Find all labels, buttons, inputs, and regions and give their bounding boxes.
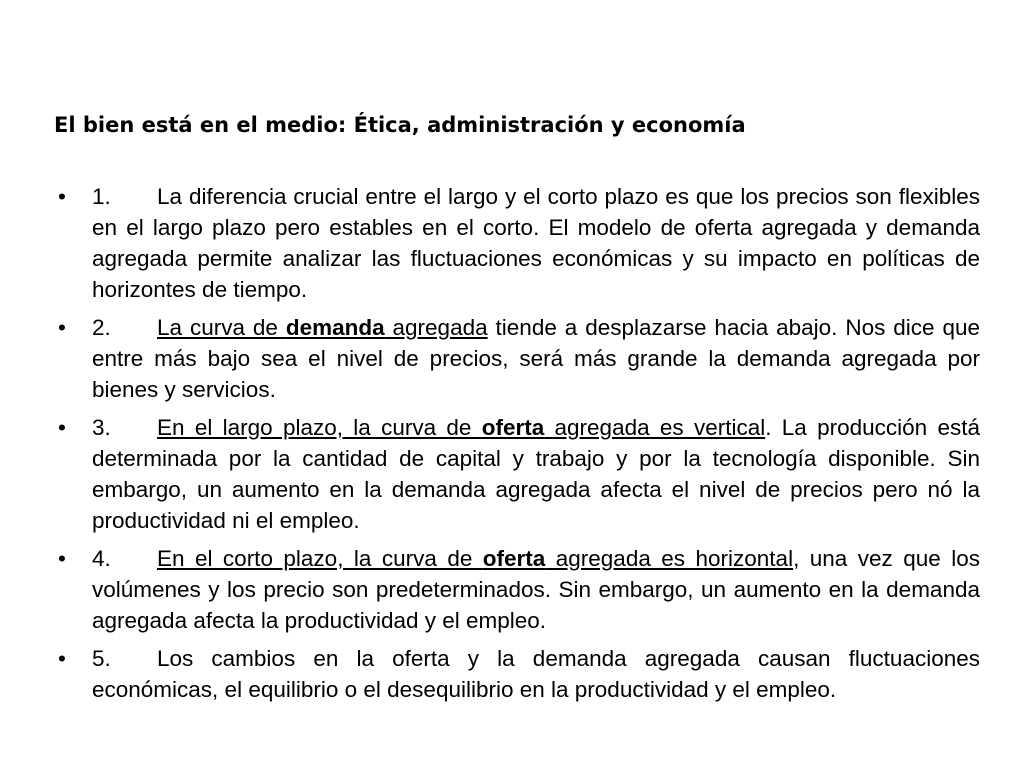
- underlined-text-start: En el corto plazo, la curva de: [157, 546, 483, 571]
- bullet-icon: •: [58, 646, 66, 671]
- list-item: [58, 181, 980, 305]
- underlined-text-end: agregada: [384, 315, 488, 340]
- item-number: 2.: [92, 315, 111, 340]
- underlined-phrase: [157, 315, 488, 340]
- bold-keyword: oferta: [482, 546, 546, 571]
- bullet-icon: •: [58, 546, 66, 571]
- underlined-text-end: agregada es vertical: [544, 415, 766, 440]
- bold-keyword: demanda: [285, 315, 385, 340]
- bold-keyword: oferta: [481, 415, 545, 440]
- bullet-list: [58, 181, 980, 712]
- item-text: , una vez que los volúmenes y los precio son predeterminados. Sin embargo, un aumento en la demanda agregada afecta la productividad y el empleo.: [92, 546, 980, 633]
- item-text: . La producción está determinada por la cantidad de capital y trabajo y por la tecnología disponible. Sin embargo, un aumento en la demanda agregada afecta el nivel de precios pero nó la productividad ni el empleo.: [92, 415, 980, 533]
- item-number: 1.: [92, 184, 111, 209]
- list-item: [58, 412, 980, 536]
- bullet-icon: •: [58, 315, 66, 340]
- item-number: 5.: [92, 646, 111, 671]
- item-text: tiende a desplazarse hacia abajo. Nos dice que entre más bajo sea el nivel de precios, será más grande la demanda agregada por bienes y servicios.: [92, 315, 981, 402]
- underlined-text-end: agregada es horizontal: [545, 546, 794, 571]
- bullet-icon: •: [58, 415, 66, 440]
- underlined-text-start: La curva de: [157, 315, 286, 340]
- list-item: [58, 543, 980, 636]
- item-number: 4.: [92, 546, 111, 571]
- slide-title: El bien está en el medio: Ética, administración y economía: [54, 113, 746, 137]
- item-text: Los cambios en la oferta y la demanda agregada causan fluctuaciones económicas, el equilibrio o el desequilibrio en la productividad y el empleo.: [92, 646, 980, 702]
- underlined-phrase: [157, 546, 793, 571]
- item-number: 3.: [92, 415, 111, 440]
- list-item: [58, 312, 980, 405]
- underlined-phrase: [157, 415, 765, 440]
- underlined-text-start: En el largo plazo, la curva de: [157, 415, 482, 440]
- list-item: [58, 643, 980, 705]
- bullet-icon: •: [58, 184, 66, 209]
- item-text: La diferencia crucial entre el largo y el corto plazo es que los precios son flexibles en el largo plazo pero estables en el corto. El modelo de oferta agregada y demanda agregada permite analizar las fluctuaciones económicas y su impacto en políticas de horizontes de tiempo.: [92, 184, 980, 302]
